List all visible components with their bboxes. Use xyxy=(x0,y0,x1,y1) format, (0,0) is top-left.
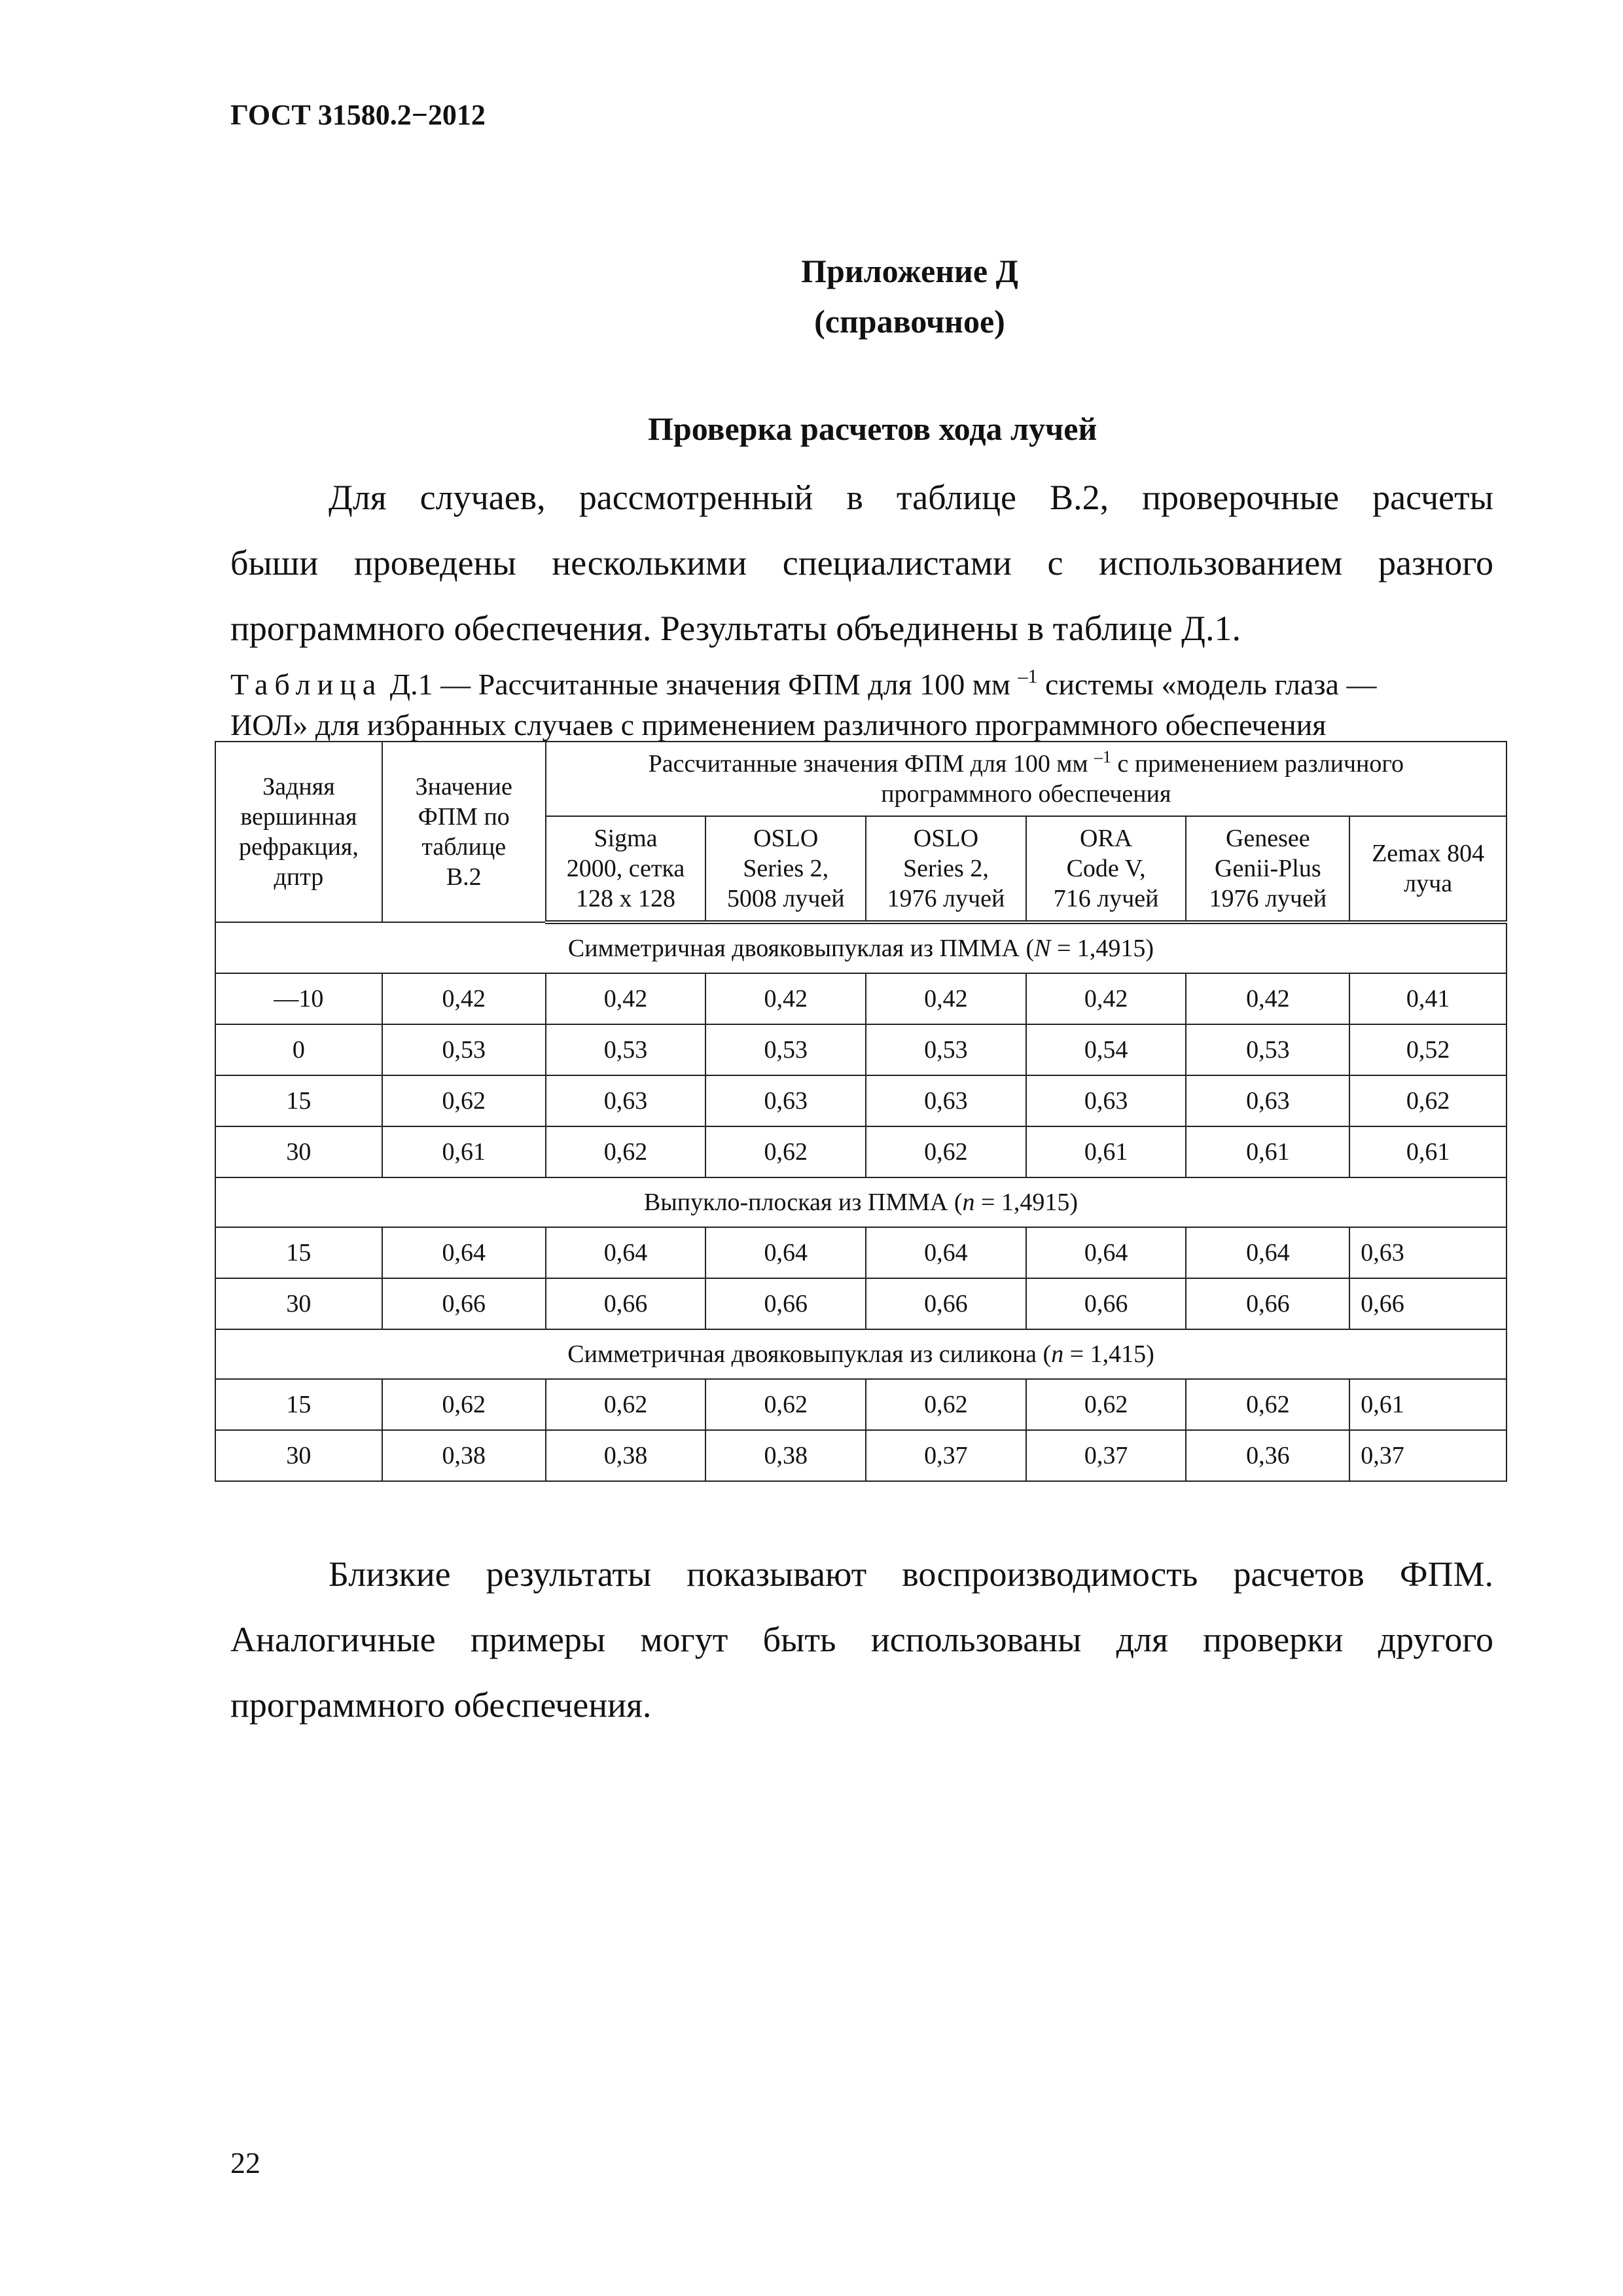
value-cell: 0,64 xyxy=(1026,1227,1186,1278)
value-cell: 0,42 xyxy=(1026,973,1186,1024)
paragraph-line: программного обеспечения. xyxy=(230,1685,652,1725)
table-row xyxy=(215,1227,1507,1278)
value-cell: 0,66 xyxy=(866,1278,1026,1329)
header-line: Series 2, xyxy=(902,855,989,882)
value-cell: 0,62 xyxy=(382,1379,546,1430)
header-software-oslo-1976 xyxy=(866,816,1026,922)
header-software-oslo-5008 xyxy=(705,816,866,922)
value-cell: 0,62 xyxy=(1026,1379,1186,1430)
group-title-text: = 1,4915) xyxy=(1050,935,1154,962)
caption-line: ИОЛ» для избранных случаев с применением различного программного обеспечения xyxy=(230,708,1327,742)
value-cell: 0,64 xyxy=(705,1227,866,1278)
value-cell: 0,42 xyxy=(546,973,706,1024)
appendix-subtitle: (справочное) xyxy=(814,303,1005,340)
value-cell: 0,62 xyxy=(1349,1075,1507,1126)
header-line: Рассчитанные значения ФПМ для 100 мм xyxy=(648,750,1094,778)
header-line: программного обеспечения xyxy=(881,780,1171,808)
value-cell: 0,53 xyxy=(546,1024,706,1075)
value-cell: 0,38 xyxy=(382,1430,546,1481)
group-header-row xyxy=(215,922,1507,973)
caption-superscript: –1 xyxy=(1018,666,1038,687)
group-header-row xyxy=(215,1177,1507,1227)
caption-text-end: системы «модель глаза — xyxy=(1037,668,1377,701)
header-line: вершинная xyxy=(240,803,357,831)
header-line: ФПМ по xyxy=(418,803,510,831)
header-software-ora xyxy=(1026,816,1186,922)
table-row xyxy=(215,1126,1507,1177)
value-cell: 0,37 xyxy=(866,1430,1026,1481)
value-cell: 0,62 xyxy=(546,1379,706,1430)
value-cell: 0,42 xyxy=(705,973,866,1024)
table-row xyxy=(215,973,1507,1024)
value-cell: 0,42 xyxy=(382,973,546,1024)
refraction-cell: 15 xyxy=(215,1227,382,1278)
table-caption xyxy=(230,664,1493,745)
header-software-sigma xyxy=(546,816,706,922)
group-title xyxy=(215,1329,1507,1379)
value-cell: 0,61 xyxy=(1186,1126,1349,1177)
header-line: OSLO xyxy=(753,825,819,852)
header-line: Sigma xyxy=(594,825,658,852)
table-row xyxy=(215,1075,1507,1126)
value-cell: 0,61 xyxy=(382,1126,546,1177)
document-header: ГОСТ 31580.2−2012 xyxy=(230,99,486,131)
value-cell: 0,41 xyxy=(1349,973,1507,1024)
group-title-variable: n xyxy=(1051,1340,1064,1368)
header-reference-value xyxy=(382,742,546,922)
value-cell: 0,63 xyxy=(1026,1075,1186,1126)
header-software-group xyxy=(546,742,1507,816)
caption-line xyxy=(230,664,1493,705)
value-cell: 0,42 xyxy=(1186,973,1349,1024)
value-cell: 0,53 xyxy=(705,1024,866,1075)
value-cell: 0,61 xyxy=(1349,1379,1507,1430)
refraction-cell: —10 xyxy=(215,973,382,1024)
group-title xyxy=(215,1177,1507,1227)
value-cell: 0,42 xyxy=(866,973,1026,1024)
value-cell: 0,62 xyxy=(866,1126,1026,1177)
value-cell: 0,63 xyxy=(546,1075,706,1126)
group-title-text: Выпукло-плоская из ПММА ( xyxy=(643,1189,963,1216)
value-cell: 0,62 xyxy=(546,1126,706,1177)
value-cell: 0,38 xyxy=(705,1430,866,1481)
value-cell: 0,66 xyxy=(1186,1278,1349,1329)
paragraph-line: программного обеспечения. Результаты объединены в таблице Д.1. xyxy=(230,609,1241,648)
header-line: рефракция, xyxy=(238,833,359,861)
table-row xyxy=(215,1024,1507,1075)
value-cell: 0,53 xyxy=(866,1024,1026,1075)
refraction-cell: 30 xyxy=(215,1278,382,1329)
value-cell: 0,63 xyxy=(1186,1075,1349,1126)
header-line: OSLO xyxy=(913,825,979,852)
value-cell: 0,64 xyxy=(546,1227,706,1278)
header-line: Задняя xyxy=(262,773,335,800)
header-line: ORA xyxy=(1079,825,1133,852)
value-cell: 0,61 xyxy=(1026,1126,1186,1177)
value-cell: 0,64 xyxy=(382,1227,546,1278)
header-refraction xyxy=(215,742,382,922)
value-cell: 0,62 xyxy=(705,1379,866,1430)
header-superscript: –1 xyxy=(1094,747,1111,766)
value-cell: 0,62 xyxy=(866,1379,1026,1430)
conclusion-paragraph xyxy=(230,1541,1493,1738)
refraction-cell: 15 xyxy=(215,1075,382,1126)
value-cell: 0,66 xyxy=(1026,1278,1186,1329)
value-cell: 0,63 xyxy=(866,1075,1026,1126)
paragraph-line: Для случаев, рассмотренный в таблице В.2, проверочные расчеты xyxy=(329,478,1493,517)
caption-prefix: Таблица xyxy=(230,668,383,701)
header-line: Genii-Plus xyxy=(1215,855,1321,882)
intro-paragraph xyxy=(230,465,1493,661)
value-cell: 0,61 xyxy=(1349,1126,1507,1177)
table-row xyxy=(215,1430,1507,1481)
header-line: Значение xyxy=(415,773,512,800)
value-cell: 0,36 xyxy=(1186,1430,1349,1481)
group-title-text: = 1,4915) xyxy=(974,1189,1079,1216)
group-title-text: = 1,415) xyxy=(1063,1340,1154,1368)
group-title xyxy=(215,922,1507,973)
group-title-text: Симметричная двояковыпуклая из ПММА ( xyxy=(567,935,1035,962)
value-cell: 0,66 xyxy=(382,1278,546,1329)
refraction-cell: 15 xyxy=(215,1379,382,1430)
value-cell: 0,37 xyxy=(1349,1430,1507,1481)
header-line: Genesee xyxy=(1225,825,1310,852)
refraction-cell: 30 xyxy=(215,1430,382,1481)
header-line: 128 х 128 xyxy=(576,885,675,912)
value-cell: 0,62 xyxy=(1186,1379,1349,1430)
caption-text: Д.1 — Рассчитанные значения ФПМ для 100 мм xyxy=(382,668,1018,701)
value-cell: 0,52 xyxy=(1349,1024,1507,1075)
value-cell: 0,62 xyxy=(705,1126,866,1177)
header-line: дптр xyxy=(274,863,324,891)
value-cell: 0,62 xyxy=(382,1075,546,1126)
value-cell: 0,63 xyxy=(1349,1227,1507,1278)
header-line: 5008 лучей xyxy=(726,885,845,912)
mtf-results-table xyxy=(215,741,1507,1482)
group-title-text: Симметричная двояковыпуклая из силикона ( xyxy=(567,1340,1052,1368)
value-cell: 0,66 xyxy=(1349,1278,1507,1329)
header-line: таблице xyxy=(421,833,507,861)
value-cell: 0,53 xyxy=(382,1024,546,1075)
group-title-variable: N xyxy=(1034,935,1051,962)
paragraph-line: Близкие результаты показывают воспроизводимость расчетов ФПМ. xyxy=(329,1554,1493,1594)
value-cell: 0,64 xyxy=(866,1227,1026,1278)
header-line: 1976 лучей xyxy=(887,885,1005,912)
header-line: Series 2, xyxy=(743,855,829,882)
paragraph-line: Аналогичные примеры могут быть использованы для проверки другого xyxy=(230,1620,1493,1659)
value-cell: 0,54 xyxy=(1026,1024,1186,1075)
value-cell: 0,63 xyxy=(705,1075,866,1126)
table-body xyxy=(215,922,1507,1481)
header-software-genesee xyxy=(1186,816,1349,922)
appendix-title: Приложение Д xyxy=(801,253,1018,289)
header-line: 1976 лучей xyxy=(1209,885,1327,912)
header-software-zemax xyxy=(1349,816,1507,922)
value-cell: 0,38 xyxy=(546,1430,706,1481)
value-cell: 0,64 xyxy=(1186,1227,1349,1278)
value-cell: 0,37 xyxy=(1026,1430,1186,1481)
value-cell: 0,53 xyxy=(1186,1024,1349,1075)
header-line: луча xyxy=(1404,870,1453,897)
value-cell: 0,66 xyxy=(705,1278,866,1329)
group-title-variable: n xyxy=(962,1189,975,1216)
header-line: Zemax 804 xyxy=(1372,840,1485,867)
table-row xyxy=(215,1278,1507,1329)
header-line: 2000, сетка xyxy=(566,855,685,882)
group-header-row xyxy=(215,1329,1507,1379)
header-line: В.2 xyxy=(446,863,482,891)
table-row xyxy=(215,1379,1507,1430)
header-line: с применением различного xyxy=(1111,750,1404,778)
refraction-cell: 0 xyxy=(215,1024,382,1075)
header-line: 716 лучей xyxy=(1053,885,1159,912)
paragraph-line: быши проведены несколькими специалистами с использованием разного xyxy=(230,543,1493,583)
section-title: Проверка расчетов хода лучей xyxy=(648,410,1097,447)
refraction-cell: 30 xyxy=(215,1126,382,1177)
header-line: Code V, xyxy=(1066,855,1146,882)
page-number: 22 xyxy=(230,2146,260,2179)
value-cell: 0,66 xyxy=(546,1278,706,1329)
